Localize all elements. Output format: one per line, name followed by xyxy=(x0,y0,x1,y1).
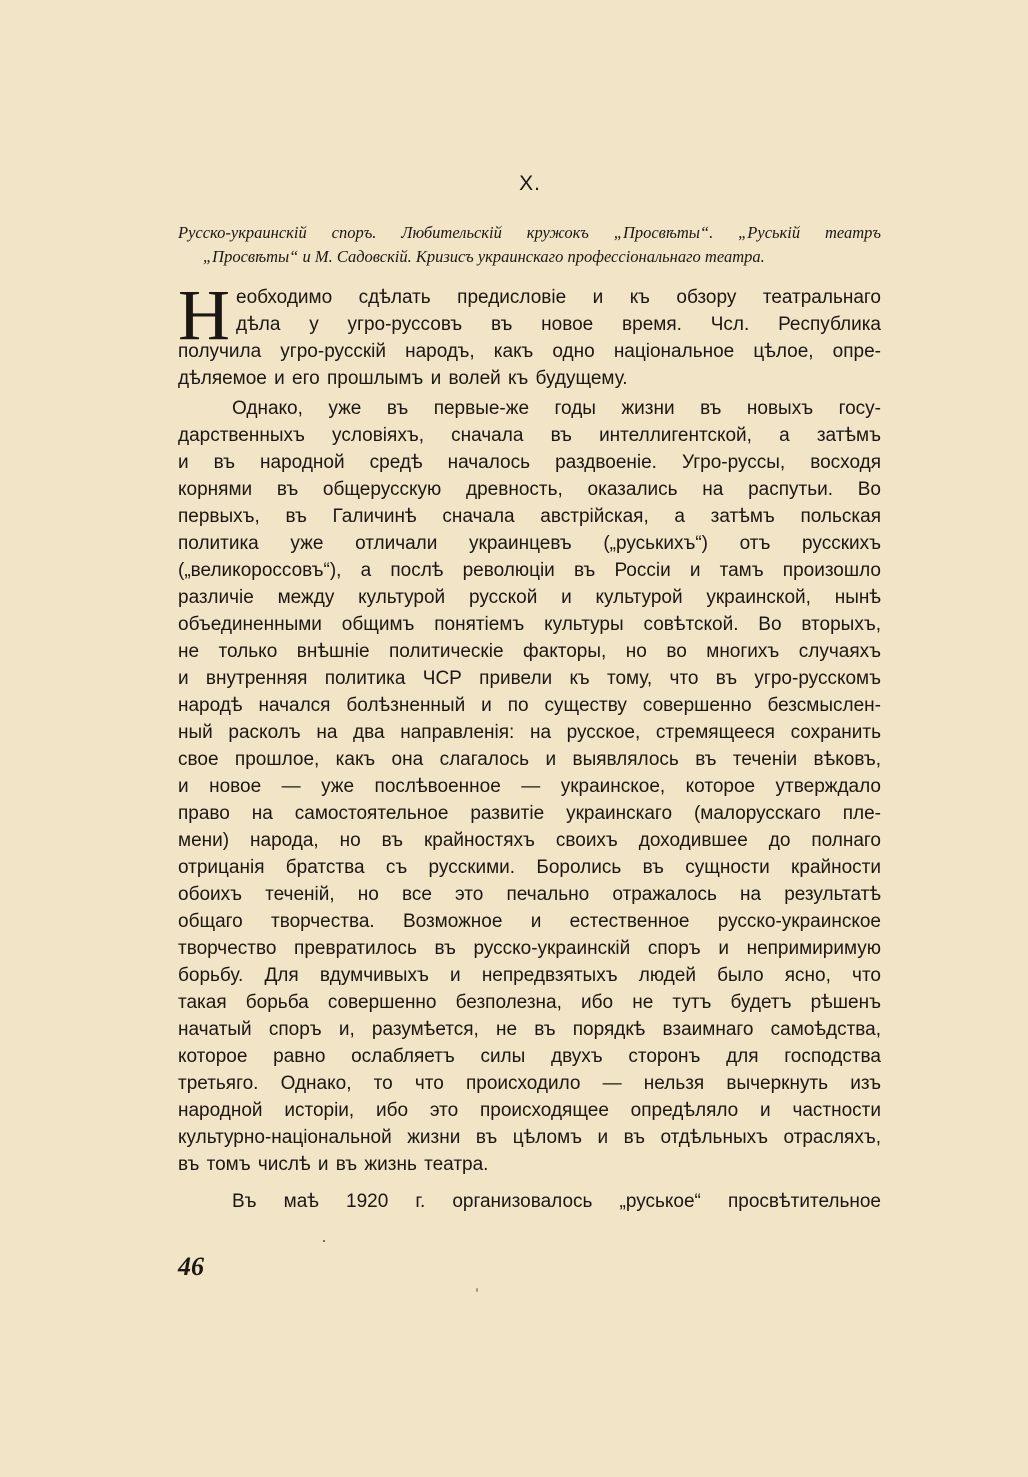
text-line: дѣляемое и его прошлымъ и волей къ будущему. xyxy=(178,368,628,389)
text-line: еобходимо сдѣлать предисловіе и къ обзору театральнаго xyxy=(236,287,881,308)
chapter-summary xyxy=(178,221,881,269)
print-speck xyxy=(476,1288,478,1292)
chapter-number: X. xyxy=(519,172,541,195)
text-line: народѣ начался болѣзненный и по существу совершенно безсмыслен- xyxy=(178,695,881,716)
text-line: получила угро-русскій народъ, какъ одно національное цѣлое, опре- xyxy=(178,341,881,362)
text-line: свое прошлое, какъ она слагалось и выявлялось въ теченіи вѣковъ, xyxy=(178,749,881,770)
chapter-summary-line: Русско-украинскій споръ. Любительскій кружокъ „Просвѣты“. „Руськiй театръ xyxy=(178,223,881,242)
text-line: обоихъ теченій, но все это печально отражалось на результатѣ xyxy=(178,884,881,905)
body-text xyxy=(178,275,881,1215)
text-line: въ томъ числѣ и въ жизнь театра. xyxy=(178,1154,489,1175)
text-line: общаго творчества. Возможное и естественное русско-украинское xyxy=(178,911,881,932)
text-line: отрицанія братства съ русскими. Боролись въ сущности крайности xyxy=(178,857,881,878)
paragraph-1 xyxy=(178,275,881,392)
text-line: и новое — уже послѣвоенное — украинское, которое утверждало xyxy=(178,776,881,797)
text-line: политика уже отличали украинцевъ („руськихъ“) отъ русскихъ xyxy=(178,533,881,554)
text-line: которое равно ослабляетъ силы двухъ сторонъ для господства xyxy=(178,1046,881,1067)
text-line: Въ маѣ 1920 г. организовалось „руськое“ просвѣтительное xyxy=(232,1191,881,1212)
text-line: объединенными общимъ понятіемъ культуры совѣтской. Во вторыхъ, xyxy=(178,614,881,635)
text-line: ный расколъ на два направленія: на русское, стремящееся сохранить xyxy=(178,722,881,743)
text-line: борьбу. Для вдумчивыхъ и непредвзятыхъ людей было ясно, что xyxy=(178,965,881,986)
print-speck xyxy=(323,1240,325,1242)
text-line: народной исторіи, ибо это происходящее опредѣляло и частности xyxy=(178,1100,881,1121)
text-line: и внутренняя политика ЧСР привели къ тому, что въ угро-русскомъ xyxy=(178,668,881,689)
text-line: дѣла у угро-руссовъ въ новое время. Чсл. Республика xyxy=(236,314,881,335)
text-line: Однако, уже въ первые-же годы жизни въ новыхъ госу- xyxy=(232,398,881,419)
text-line: право на самостоятельное развитіе украинскаго (малорусскаго пле- xyxy=(178,803,881,824)
text-line: не только внѣшніе политическіе факторы, но во многихъ случаяхъ xyxy=(178,641,881,662)
text-line: различіе между культурой русской и культурой украинской, нынѣ xyxy=(178,587,881,608)
text-line: начатый споръ и, разумѣется, не въ порядкѣ взаимнаго самоѣдства, xyxy=(178,1019,881,1040)
chapter-summary-line: „Просвѣты“ и М. Садовскій. Кризисъ украинскаго профессіональнаго театра. xyxy=(203,247,765,266)
text-line: мени) народа, но въ крайностяхъ своихъ доходившее до полнаго xyxy=(178,830,881,851)
page-number: 46 xyxy=(178,1252,204,1281)
paragraph-3 xyxy=(178,1188,881,1215)
text-line: дарственныхъ условіяхъ, сначала въ интеллигентской, а затѣмъ xyxy=(178,425,881,446)
text-line: творчество превратилось въ русско-украинскій споръ и непримиримую xyxy=(178,938,881,959)
text-line: культурно-національной жизни въ цѣломъ и въ отдѣльныхъ отрасляхъ, xyxy=(178,1127,881,1148)
text-line: корнями въ общерусскую древность, оказались на распутьи. Во xyxy=(178,479,881,500)
text-line: третьяго. Однако, то что происходило — нельзя вычеркнуть изъ xyxy=(178,1073,881,1094)
text-line: первыхъ, въ Галичинѣ сначала австрійская, а затѣмъ польская xyxy=(178,506,881,527)
paragraph-2 xyxy=(178,395,881,1178)
text-line: („великороссовъ“), а послѣ революціи въ Россіи и тамъ произошло xyxy=(178,560,881,581)
drop-cap: Н xyxy=(178,275,230,355)
text-line: такая борьба совершенно безполезна, ибо не тутъ будетъ рѣшенъ xyxy=(178,992,881,1013)
text-line: и въ народной средѣ началось раздвоеніе. Угро-руссы, восходя xyxy=(178,452,881,473)
